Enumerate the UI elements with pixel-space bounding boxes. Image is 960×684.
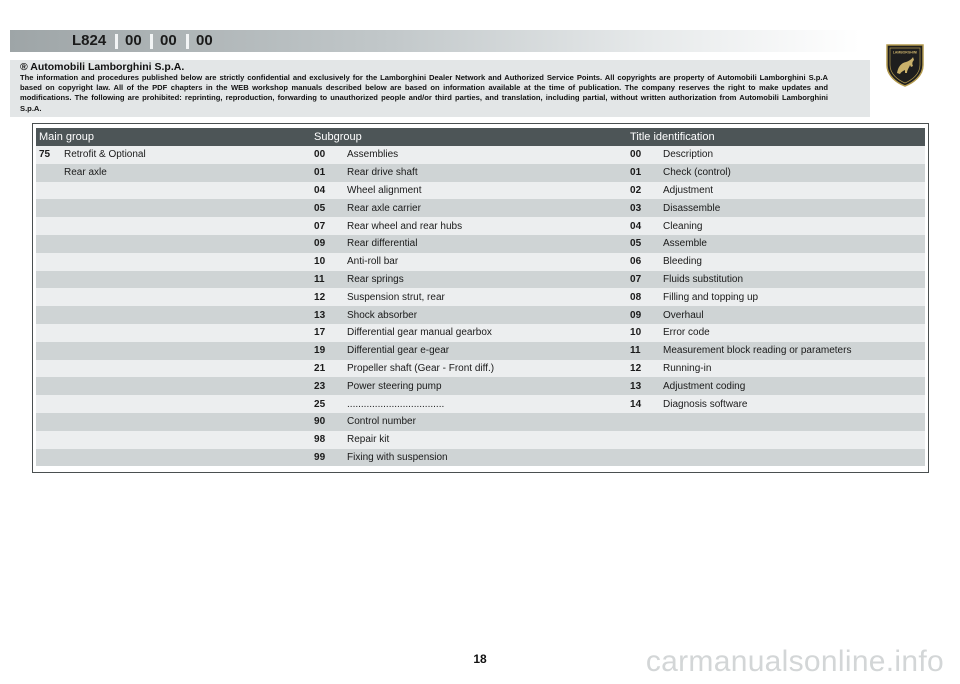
title-name: Error code	[663, 324, 925, 342]
main-group-name	[64, 360, 311, 378]
subgroup-number: 11	[311, 271, 347, 289]
code-separator	[150, 34, 153, 49]
main-group-name	[64, 182, 311, 200]
subgroup-header: Subgroup	[311, 128, 627, 146]
subgroup-name: Repair kit	[347, 431, 627, 449]
subgroup-number: 99	[311, 449, 347, 467]
subgroup-code: 00	[160, 32, 177, 49]
main-group-name	[64, 253, 311, 271]
subgroup-name: Shock absorber	[347, 306, 627, 324]
copyright-text: The information and procedures published below are strictly confidential and exclusively for the Lamborghini Dealer Network and Authorized Service Points. All copyrights are property of Automobili Lamborghini S.p.A based on copyright law. All of the PDF chapters in the WEB workshop manuals described below are based on information available at the time of publication. The company reserves the right to make updates and modifications. The following are prohibited: reprinting, reproduction, forwarding to unauthorized people and/or third parties, and translation, including partial, without written authorization from Automobili Lamborghini S.p.A.	[20, 73, 828, 113]
main-group-name	[64, 342, 311, 360]
main-group-number	[36, 288, 64, 306]
main-group-code: 00	[125, 32, 142, 49]
subgroup-name: Differential gear e-gear	[347, 342, 627, 360]
title-number: 06	[627, 253, 663, 271]
subgroup-number: 19	[311, 342, 347, 360]
subgroup-number: 12	[311, 288, 347, 306]
subgroup-number: 04	[311, 182, 347, 200]
main-group-number	[36, 395, 64, 413]
title-name: Overhaul	[663, 306, 925, 324]
main-group-name	[64, 449, 311, 467]
title-number: 11	[627, 342, 663, 360]
title-number: 08	[627, 288, 663, 306]
main-group-number	[36, 324, 64, 342]
copyright-title: ® Automobili Lamborghini S.p.A.	[20, 61, 185, 73]
subgroup-number: 10	[311, 253, 347, 271]
main-group-header: Main group	[36, 128, 311, 146]
repair-index-table	[36, 128, 925, 466]
subgroup-name: Differential gear manual gearbox	[347, 324, 627, 342]
subgroup-number: 98	[311, 431, 347, 449]
main-group-number	[36, 253, 64, 271]
lamborghini-shield-logo	[885, 43, 925, 87]
main-group-name: Retrofit & Optional	[64, 146, 311, 164]
code-separator	[186, 34, 189, 49]
title-number: 07	[627, 271, 663, 289]
model-code: L824	[72, 32, 107, 49]
title-name: Disassemble	[663, 199, 925, 217]
subgroup-number: 05	[311, 199, 347, 217]
subgroup-number: 21	[311, 360, 347, 378]
table-row	[36, 342, 925, 360]
table-row	[36, 146, 925, 164]
subgroup-name: Anti-roll bar	[347, 253, 627, 271]
main-group-number	[36, 164, 64, 182]
title-name: Bleeding	[663, 253, 925, 271]
main-group-number	[36, 377, 64, 395]
table-row	[36, 164, 925, 182]
subgroup-number: 23	[311, 377, 347, 395]
main-group-name	[64, 271, 311, 289]
title-number: 01	[627, 164, 663, 182]
subgroup-number: 01	[311, 164, 347, 182]
table-row	[36, 199, 925, 217]
subgroup-number: 90	[311, 413, 347, 431]
title-name: Running-in	[663, 360, 925, 378]
title-name: Cleaning	[663, 217, 925, 235]
title-name: Assemble	[663, 235, 925, 253]
table-header-row	[36, 128, 925, 146]
title-number	[627, 431, 663, 449]
page-number: 18	[473, 652, 487, 666]
title-name: Measurement block reading or parameters	[663, 342, 925, 360]
main-group-name	[64, 395, 311, 413]
title-name	[663, 449, 925, 467]
title-number: 00	[627, 146, 663, 164]
subgroup-number: 17	[311, 324, 347, 342]
subgroup-number: 07	[311, 217, 347, 235]
subgroup-name: Rear springs	[347, 271, 627, 289]
main-group-number	[36, 199, 64, 217]
title-number: 03	[627, 199, 663, 217]
main-group-name	[64, 413, 311, 431]
title-number: 14	[627, 395, 663, 413]
subgroup-name: ...................................	[347, 395, 627, 413]
main-group-number	[36, 306, 64, 324]
main-group-name	[64, 235, 311, 253]
subgroup-name: Wheel alignment	[347, 182, 627, 200]
main-group-name	[64, 431, 311, 449]
table-row	[36, 288, 925, 306]
code-separator	[115, 34, 118, 49]
subgroup-name: Rear differential	[347, 235, 627, 253]
title-code: 00	[196, 32, 213, 49]
table-row	[36, 253, 925, 271]
main-group-number: 75	[36, 146, 64, 164]
title-number: 12	[627, 360, 663, 378]
main-group-name	[64, 324, 311, 342]
main-group-number	[36, 431, 64, 449]
title-name: Filling and topping up	[663, 288, 925, 306]
main-group-number	[36, 360, 64, 378]
main-group-number	[36, 235, 64, 253]
table-row	[36, 377, 925, 395]
table-row	[36, 431, 925, 449]
subgroup-name: Rear axle carrier	[347, 199, 627, 217]
main-group-number	[36, 271, 64, 289]
main-group-number	[36, 182, 64, 200]
subgroup-name: Fixing with suspension	[347, 449, 627, 467]
table-row	[36, 413, 925, 431]
subgroup-name: Propeller shaft (Gear - Front diff.)	[347, 360, 627, 378]
main-group-name	[64, 288, 311, 306]
title-number: 04	[627, 217, 663, 235]
table-row	[36, 324, 925, 342]
title-number	[627, 449, 663, 467]
main-group-name	[64, 217, 311, 235]
table-row	[36, 395, 925, 413]
main-group-name: Rear axle	[64, 164, 311, 182]
title-number: 09	[627, 306, 663, 324]
main-group-number	[36, 217, 64, 235]
title-number: 02	[627, 182, 663, 200]
title-number: 13	[627, 377, 663, 395]
svg-text:LAMBORGHINI: LAMBORGHINI	[892, 50, 918, 55]
subgroup-number: 13	[311, 306, 347, 324]
subgroup-name: Assemblies	[347, 146, 627, 164]
title-number	[627, 413, 663, 431]
table-row	[36, 360, 925, 378]
content-frame	[32, 123, 929, 473]
subgroup-name: Rear wheel and rear hubs	[347, 217, 627, 235]
table-row	[36, 182, 925, 200]
title-name: Diagnosis software	[663, 395, 925, 413]
subgroup-name: Rear drive shaft	[347, 164, 627, 182]
table-row	[36, 271, 925, 289]
title-name: Check (control)	[663, 164, 925, 182]
table-row	[36, 217, 925, 235]
title-name: Adjustment	[663, 182, 925, 200]
main-group-name	[64, 306, 311, 324]
subgroup-number: 25	[311, 395, 347, 413]
header-code-bar	[10, 30, 860, 52]
table-row	[36, 449, 925, 467]
title-number: 10	[627, 324, 663, 342]
table-row	[36, 306, 925, 324]
table-row	[36, 235, 925, 253]
title-name: Fluids substitution	[663, 271, 925, 289]
title-identification-header: Title identification	[627, 128, 925, 146]
main-group-number	[36, 342, 64, 360]
main-group-name	[64, 377, 311, 395]
subgroup-name: Control number	[347, 413, 627, 431]
subgroup-number: 09	[311, 235, 347, 253]
main-group-number	[36, 449, 64, 467]
main-group-name	[64, 199, 311, 217]
subgroup-name: Power steering pump	[347, 377, 627, 395]
subgroup-number: 00	[311, 146, 347, 164]
main-group-number	[36, 413, 64, 431]
title-name	[663, 413, 925, 431]
title-number: 05	[627, 235, 663, 253]
subgroup-name: Suspension strut, rear	[347, 288, 627, 306]
title-name: Description	[663, 146, 925, 164]
title-name: Adjustment coding	[663, 377, 925, 395]
watermark: carmanualsonline.info	[645, 645, 944, 678]
title-name	[663, 431, 925, 449]
